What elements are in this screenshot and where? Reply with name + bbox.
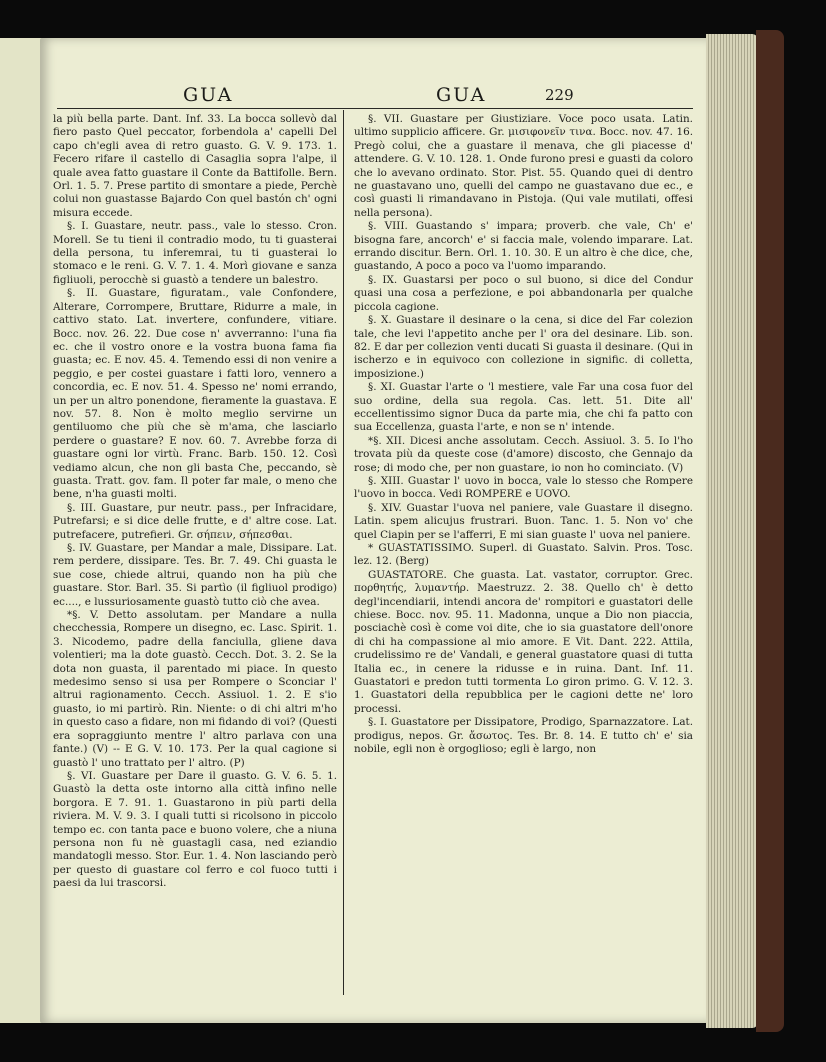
header-center-word: GUA <box>436 84 487 106</box>
header-rule <box>57 108 693 109</box>
paragraph: §. I. Guastatore per Dissipatore, Prodigo, Sparnazzatore. Lat. prodigus, nepos. Gr. ἄσωτος. Tes. Br. 8. 14. E tutto ch' e' sia nobile, egli non è orgoglioso; egli è largo, non <box>354 716 693 756</box>
header-left-word: GUA <box>183 84 234 106</box>
paragraph: §. XIII. Guastar l' uovo in bocca, vale lo stesso che Rompere l'uovo in bocca. Vedi ROMPERE e UOVO. <box>354 474 693 501</box>
page-edges <box>706 34 758 1028</box>
paragraph: GUASTATORE. Che guasta. Lat. vastator, corruptor. Grec. πορθητής, λυμαντήρ. Maestruzz. 2. 38. Quello ch' è detto degl'incendiarii, intendi ancora de' rompitori e guastatori delle chiese. Bocc. nov. 95. 11. Madonna, unque a Dio non piaccia, posciachè così è come voi dite, che io sia guastatore dell'onore di chi ha compassione al mio amore. E Vit. Dant. 222. Attila, crudelissimo re de' Vandali, e general guastatore quasi di tutta Italia ec., in cenere la ridusse e in ruina. Dant. Inf. 11. Guastatori e predon tutti tormenta Lo giron primo. G. V. 12. 3. 1. Guastatori della repubblica per le cagioni dette ne' loro processi. <box>354 568 693 715</box>
book-cover <box>756 30 784 1032</box>
paragraph: §. XIV. Guastar l'uova nel paniere, vale Guastare il disegno. Latin. spem alicujus frustrari. Buon. Tanc. 1. 5. Non vo' che quel Ciapin per se l'afferri, E mi sian guaste l' uova nel paniere. <box>354 501 693 541</box>
paragraph: *§. V. Detto assolutam. per Mandare a nulla checchessia, Rompere un disegno, ec. Lasc. Spirit. 1. 3. Nicodemo, padre della fanciulla, gliene dava volentieri; ma la dote guastò. Cecch. Dot. 3. 2. Se la dota non guasta, il parentado mi piace. In questo medesimo senso si usa per Rompere o Sconciar l' altrui ragionamento. Cecch. Assiuol. 1. 2. E s'io guasto, io mi partirò. Rin. Niente: o di chi altri m'ho in questo caso a fidare, non mi fidando di voi? (Questi era sopraggiunto mentre l' altro parlava con una fante.) (V) -- E G. V. 10. 173. Per la qual cagione si guastò l' uno trattato per l' altro. (P) <box>53 609 337 769</box>
paragraph: §. III. Guastare, pur neutr. pass., per Infracidare, Putrefarsi; e si dice delle frutte, e d' altre cose. Lat. putrefacere, putrefieri. Gr. σήπειν, σήπεσθαι. <box>53 501 337 541</box>
paragraph: §. XI. Guastar l'arte o 'l mestiere, vale Far una cosa fuor del suo ordine, della sua regola. Cas. lett. 51. Dite all' eccellentissimo signor Duca da parte mia, che chi fa patto con sua Eccellenza, guasta l'arte, e non se n' intende. <box>354 381 693 434</box>
paragraph: §. VII. Guastare per Giustiziare. Voce poco usata. Latin. ultimo supplicio afficere. Gr. μισιφονεῖν τινα. Bocc. nov. 47. 16. Pregò colui, che a guastare il menava, che gli piacesse d' attendere. G. V. 10. 128. 1. Onde furono presi e guasti da coloro che lo avevano ordinato. Stor. Pist. 55. Quando quei di dentro ne guastavano uno, quelli del campo ne guastavano due ec., e così guasti li rimandavano in Pistoja. (Qui vale mutilati, offesi nella persona). <box>354 113 693 219</box>
page-number: 229 <box>545 86 574 104</box>
paragraph: §. VI. Guastare per Dare il guasto. G. V. 6. 5. 1. Guastò la detta oste intorno alla città infino nelle borgora. E 7. 91. 1. Guastarono in più parti della riviera. M. V. 9. 3. I quali tutti si ricolsono in piccolo tempo ec. con tanta pace e buono volere, che a niuna persona non fu nè guastagli casa, ned eziandio mandatogli messo. Stor. Eur. 1. 4. Non lasciando però per questo di guastare col ferro e col fuoco tutti i paesi da lui trascorsi. <box>53 769 337 890</box>
paragraph: la più bella parte. Dant. Inf. 33. La bocca sollevò dal fiero pasto Quel peccator, forbendola a' capelli Del capo ch'egli avea di retro guasto. G. V. 9. 173. 1. Fecero rifare il castello di Casaglia sopra l'alpe, il quale avea fatto guastare il Conte da Battifolle. Bern. Orl. 1. 5. 7. Prese partito di smontare a piede, Perchè colui non guastasse Bajardo Con quel bastón ch' ogni misura eccede. <box>53 113 337 219</box>
facing-page-edge <box>0 38 43 1023</box>
right-column <box>354 113 693 757</box>
paragraph: §. VIII. Guastando s' impara; proverb. che vale, Ch' e' bisogna fare, ancorch' e' si faccia male, volendo imparare. Lat. errando discitur. Bern. Orl. 1. 10. 30. E un altro è che dice, che, guastando, A poco a poco va l'uomo imparando. <box>354 220 693 273</box>
paragraph: §. I. Guastare, neutr. pass., vale lo stesso. Cron. Morell. Se tu tieni il contradio modo, tu ti guasterai della persona, tu inferemrai, tu ti guasterai lo stomaco e le reni. G. V. 7. 1. 4. Morì giovane e sanza figliuoli, perocchè si guastò a tendere un balestro. <box>53 220 337 286</box>
column-divider <box>343 110 344 995</box>
paragraph: §. X. Guastare il desinare o la cena, si dice del Far colezion tale, che levi l'appetito anche per l' ora del desinare. Lib. son. 82. E dar per collezion venti ducati Si guasta il desinare. (Qui in ischerzo e in equivoco con collezione in signific. di colletta, imposizione.) <box>354 314 693 380</box>
left-column <box>53 113 337 891</box>
paragraph: §. II. Guastare, figuratam., vale Confondere, Alterare, Corrompere, Bruttare, Ridurre a male, in cattivo stato. Lat. invertere, confundere, vitiare. Bocc. nov. 26. 22. Due cose n' avverranno: l'una fia ec. che il vostro onore e la vostra buona fama fia guasta; ec. E nov. 45. 4. Temendo essi di non venire a peggio, e per costei guastare i fatti loro, vennero a concordia, ec. E nov. 51. 4. Spesso ne' nomi errando, un per un altro ponendone, fieramente la guastava. E nov. 57. 8. Non è molto meglio servirne un gentiluomo che più che sè m'ama, che lasciarlo perdere o guastare? E nov. 60. 7. Avrebbe forza di guastare ogni lor virtù. Franc. Barb. 150. 12. Così vediamo alcun, che non gli basta Che, peccando, sè guasta. Tratt. gov. fam. Il poter far male, o meno che bene, n'ha guasti molti. <box>53 287 337 501</box>
paragraph: *§. XII. Dicesi anche assolutam. Cecch. Assiuol. 3. 5. Io l'ho trovata più da queste cose (d'amore) discosto, che Gennajo da rose; di modo che, per non guastare, io non ho cominciato. (V) <box>354 434 693 474</box>
paragraph: * GUASTATISSIMO. Superl. di Guastato. Salvin. Pros. Tosc. lez. 12. (Berg) <box>354 542 693 568</box>
paragraph: §. IX. Guastarsi per poco o sul buono, si dice del Condur quasi una cosa a perfezione, e poi abbandonarla per qualche piccola cagione. <box>354 273 693 313</box>
paragraph: §. IV. Guastare, per Mandar a male, Dissipare. Lat. rem perdere, dissipare. Tes. Br. 7. 49. Chi guasta le sue cose, chiede altrui, quando non ha più che guastare. Stor. Barl. 35. Si partìo (il figliuol prodigo) ec...., e lussuriosamente guastò tutto ciò che avea. <box>53 542 337 608</box>
